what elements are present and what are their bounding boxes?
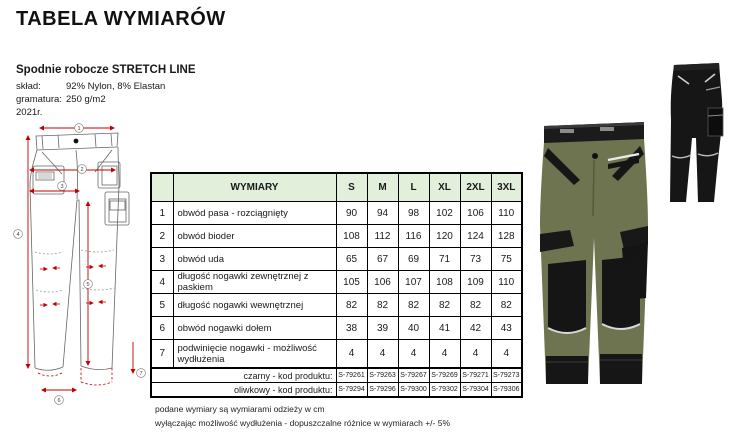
size-value: 128 xyxy=(491,225,522,248)
table-row xyxy=(151,294,522,317)
size-value: 41 xyxy=(429,317,460,340)
product-code-row-black xyxy=(151,368,522,383)
product-code: S-79304 xyxy=(460,383,491,398)
column-header-3xl: 3XL xyxy=(491,173,522,202)
product-code: S-79296 xyxy=(367,383,398,398)
size-value: 42 xyxy=(460,317,491,340)
right-cuff xyxy=(600,354,642,384)
column-header-s: S xyxy=(336,173,367,202)
corner-cell xyxy=(151,173,173,202)
right-knee-panel xyxy=(602,256,640,329)
measurement-name: obwód bioder xyxy=(173,225,336,248)
product-code: S-79271 xyxy=(460,368,491,383)
weight-row xyxy=(16,93,196,106)
size-value: 4 xyxy=(336,340,367,369)
dim-label-4 xyxy=(14,230,23,239)
product-code: S-79261 xyxy=(336,368,367,383)
measurement-name: długość nogawki wewnętrznej xyxy=(173,294,336,317)
size-value: 98 xyxy=(398,202,429,225)
size-value: 82 xyxy=(367,294,398,317)
trousers-measurement-diagram xyxy=(2,122,150,414)
fly-seam xyxy=(593,160,594,216)
measurement-name: obwód nogawki dołem xyxy=(173,317,336,340)
svg-text:2: 2 xyxy=(80,167,84,173)
size-value: 82 xyxy=(398,294,429,317)
row-number: 1 xyxy=(151,202,173,225)
size-value: 38 xyxy=(336,317,367,340)
size-value: 108 xyxy=(429,271,460,294)
size-value: 94 xyxy=(367,202,398,225)
size-value: 73 xyxy=(460,248,491,271)
size-value: 4 xyxy=(367,340,398,369)
page-title: TABELA WYMIARÓW xyxy=(16,8,226,30)
product-code: S-79300 xyxy=(398,383,429,398)
product-code: S-79263 xyxy=(367,368,398,383)
year-row xyxy=(16,106,196,119)
table-row xyxy=(151,340,522,369)
svg-text:7: 7 xyxy=(139,371,143,377)
size-value: 4 xyxy=(398,340,429,369)
row-number: 4 xyxy=(151,271,173,294)
size-value: 116 xyxy=(398,225,429,248)
svg-text:6: 6 xyxy=(57,398,61,404)
size-value: 82 xyxy=(460,294,491,317)
cargo-pocket xyxy=(708,108,723,136)
size-value: 108 xyxy=(336,225,367,248)
size-value: 4 xyxy=(429,340,460,369)
size-value: 109 xyxy=(460,271,491,294)
code-row-label: oliwkowy - kod produktu: xyxy=(151,383,336,398)
product-code-row-olive xyxy=(151,383,522,398)
measurement-name: długość nogawki zewnętrznej z paskiem xyxy=(173,271,336,294)
left-knee-panel xyxy=(548,260,586,333)
row-number: 3 xyxy=(151,248,173,271)
year-value: 2021r. xyxy=(16,107,43,118)
size-value: 75 xyxy=(491,248,522,271)
code-row-label: czarny - kod produktu: xyxy=(151,368,336,383)
column-header-wymiary: WYMIARY xyxy=(173,173,336,202)
measurement-name: podwinięcie nogawki - możliwość wydłużenia xyxy=(173,340,336,369)
measurement-name: obwód pasa - rozciągnięty xyxy=(173,202,336,225)
weight-value: 250 g/m2 xyxy=(66,94,106,105)
product-name: Spodnie robocze STRETCH LINE xyxy=(16,64,196,76)
size-value: 82 xyxy=(336,294,367,317)
product-code: S-79306 xyxy=(491,383,522,398)
footnotes xyxy=(155,402,450,430)
product-code: S-79267 xyxy=(398,368,429,383)
size-value: 106 xyxy=(367,271,398,294)
table-row xyxy=(151,317,522,340)
row-number: 5 xyxy=(151,294,173,317)
row-number: 6 xyxy=(151,317,173,340)
row-number: 7 xyxy=(151,340,173,369)
waistband-logo-mark xyxy=(560,129,574,133)
product-code: S-79273 xyxy=(491,368,522,383)
footnote-tolerance: wyłączając możliwość wydłużenia - dopuszczalne różnice w wymiarach +/- 5% xyxy=(155,418,451,428)
product-info xyxy=(16,64,196,119)
size-value: 65 xyxy=(336,248,367,271)
table-row xyxy=(151,248,522,271)
dim-label-2 xyxy=(78,165,87,174)
product-code: S-79302 xyxy=(429,383,460,398)
button xyxy=(592,153,598,159)
row-number: 2 xyxy=(151,225,173,248)
size-value: 39 xyxy=(367,317,398,340)
dim-label-5 xyxy=(84,280,93,289)
footnote-units: podane wymiary są wymiarami odzieży w cm xyxy=(155,404,325,414)
column-header-xl: XL xyxy=(429,173,460,202)
size-value: 105 xyxy=(336,271,367,294)
size-value: 110 xyxy=(491,271,522,294)
size-value: 69 xyxy=(398,248,429,271)
composition-row xyxy=(16,80,196,93)
column-header-l: L xyxy=(398,173,429,202)
size-value: 120 xyxy=(429,225,460,248)
size-value: 43 xyxy=(491,317,522,340)
header-row xyxy=(151,173,522,202)
size-value: 110 xyxy=(491,202,522,225)
waist-button xyxy=(74,139,79,144)
size-value: 40 xyxy=(398,317,429,340)
waistband-logo-mark xyxy=(600,127,614,131)
size-table xyxy=(150,172,523,398)
size-value: 4 xyxy=(460,340,491,369)
product-code: S-79294 xyxy=(336,383,367,398)
product-photo-black xyxy=(656,60,732,206)
svg-text:3: 3 xyxy=(60,184,64,190)
dim-label-6 xyxy=(55,396,64,405)
size-value: 106 xyxy=(460,202,491,225)
weight-label: gramatura: xyxy=(16,94,62,105)
size-value: 4 xyxy=(491,340,522,369)
column-header-m: M xyxy=(367,173,398,202)
dim-label-7 xyxy=(137,369,146,378)
knee-adjustment-marks xyxy=(40,266,106,305)
size-value: 107 xyxy=(398,271,429,294)
size-value: 82 xyxy=(491,294,522,317)
composition-value: 92% Nylon, 8% Elastan xyxy=(66,81,166,92)
svg-text:1: 1 xyxy=(77,126,81,132)
size-value: 90 xyxy=(336,202,367,225)
size-value: 67 xyxy=(367,248,398,271)
column-header-2xl: 2XL xyxy=(460,173,491,202)
size-value: 124 xyxy=(460,225,491,248)
size-value: 102 xyxy=(429,202,460,225)
dim-label-1 xyxy=(75,124,84,133)
measurement-name: obwód uda xyxy=(173,248,336,271)
product-photo-olive xyxy=(538,116,650,389)
size-value: 112 xyxy=(367,225,398,248)
composition-label: skład: xyxy=(16,81,41,92)
left-cuff xyxy=(546,356,588,384)
product-code: S-79269 xyxy=(429,368,460,383)
svg-text:5: 5 xyxy=(86,282,90,288)
size-value: 82 xyxy=(429,294,460,317)
table-row xyxy=(151,271,522,294)
size-value: 71 xyxy=(429,248,460,271)
svg-text:4: 4 xyxy=(16,232,20,238)
table-row xyxy=(151,202,522,225)
table-row xyxy=(151,225,522,248)
dim-label-3 xyxy=(58,182,67,191)
